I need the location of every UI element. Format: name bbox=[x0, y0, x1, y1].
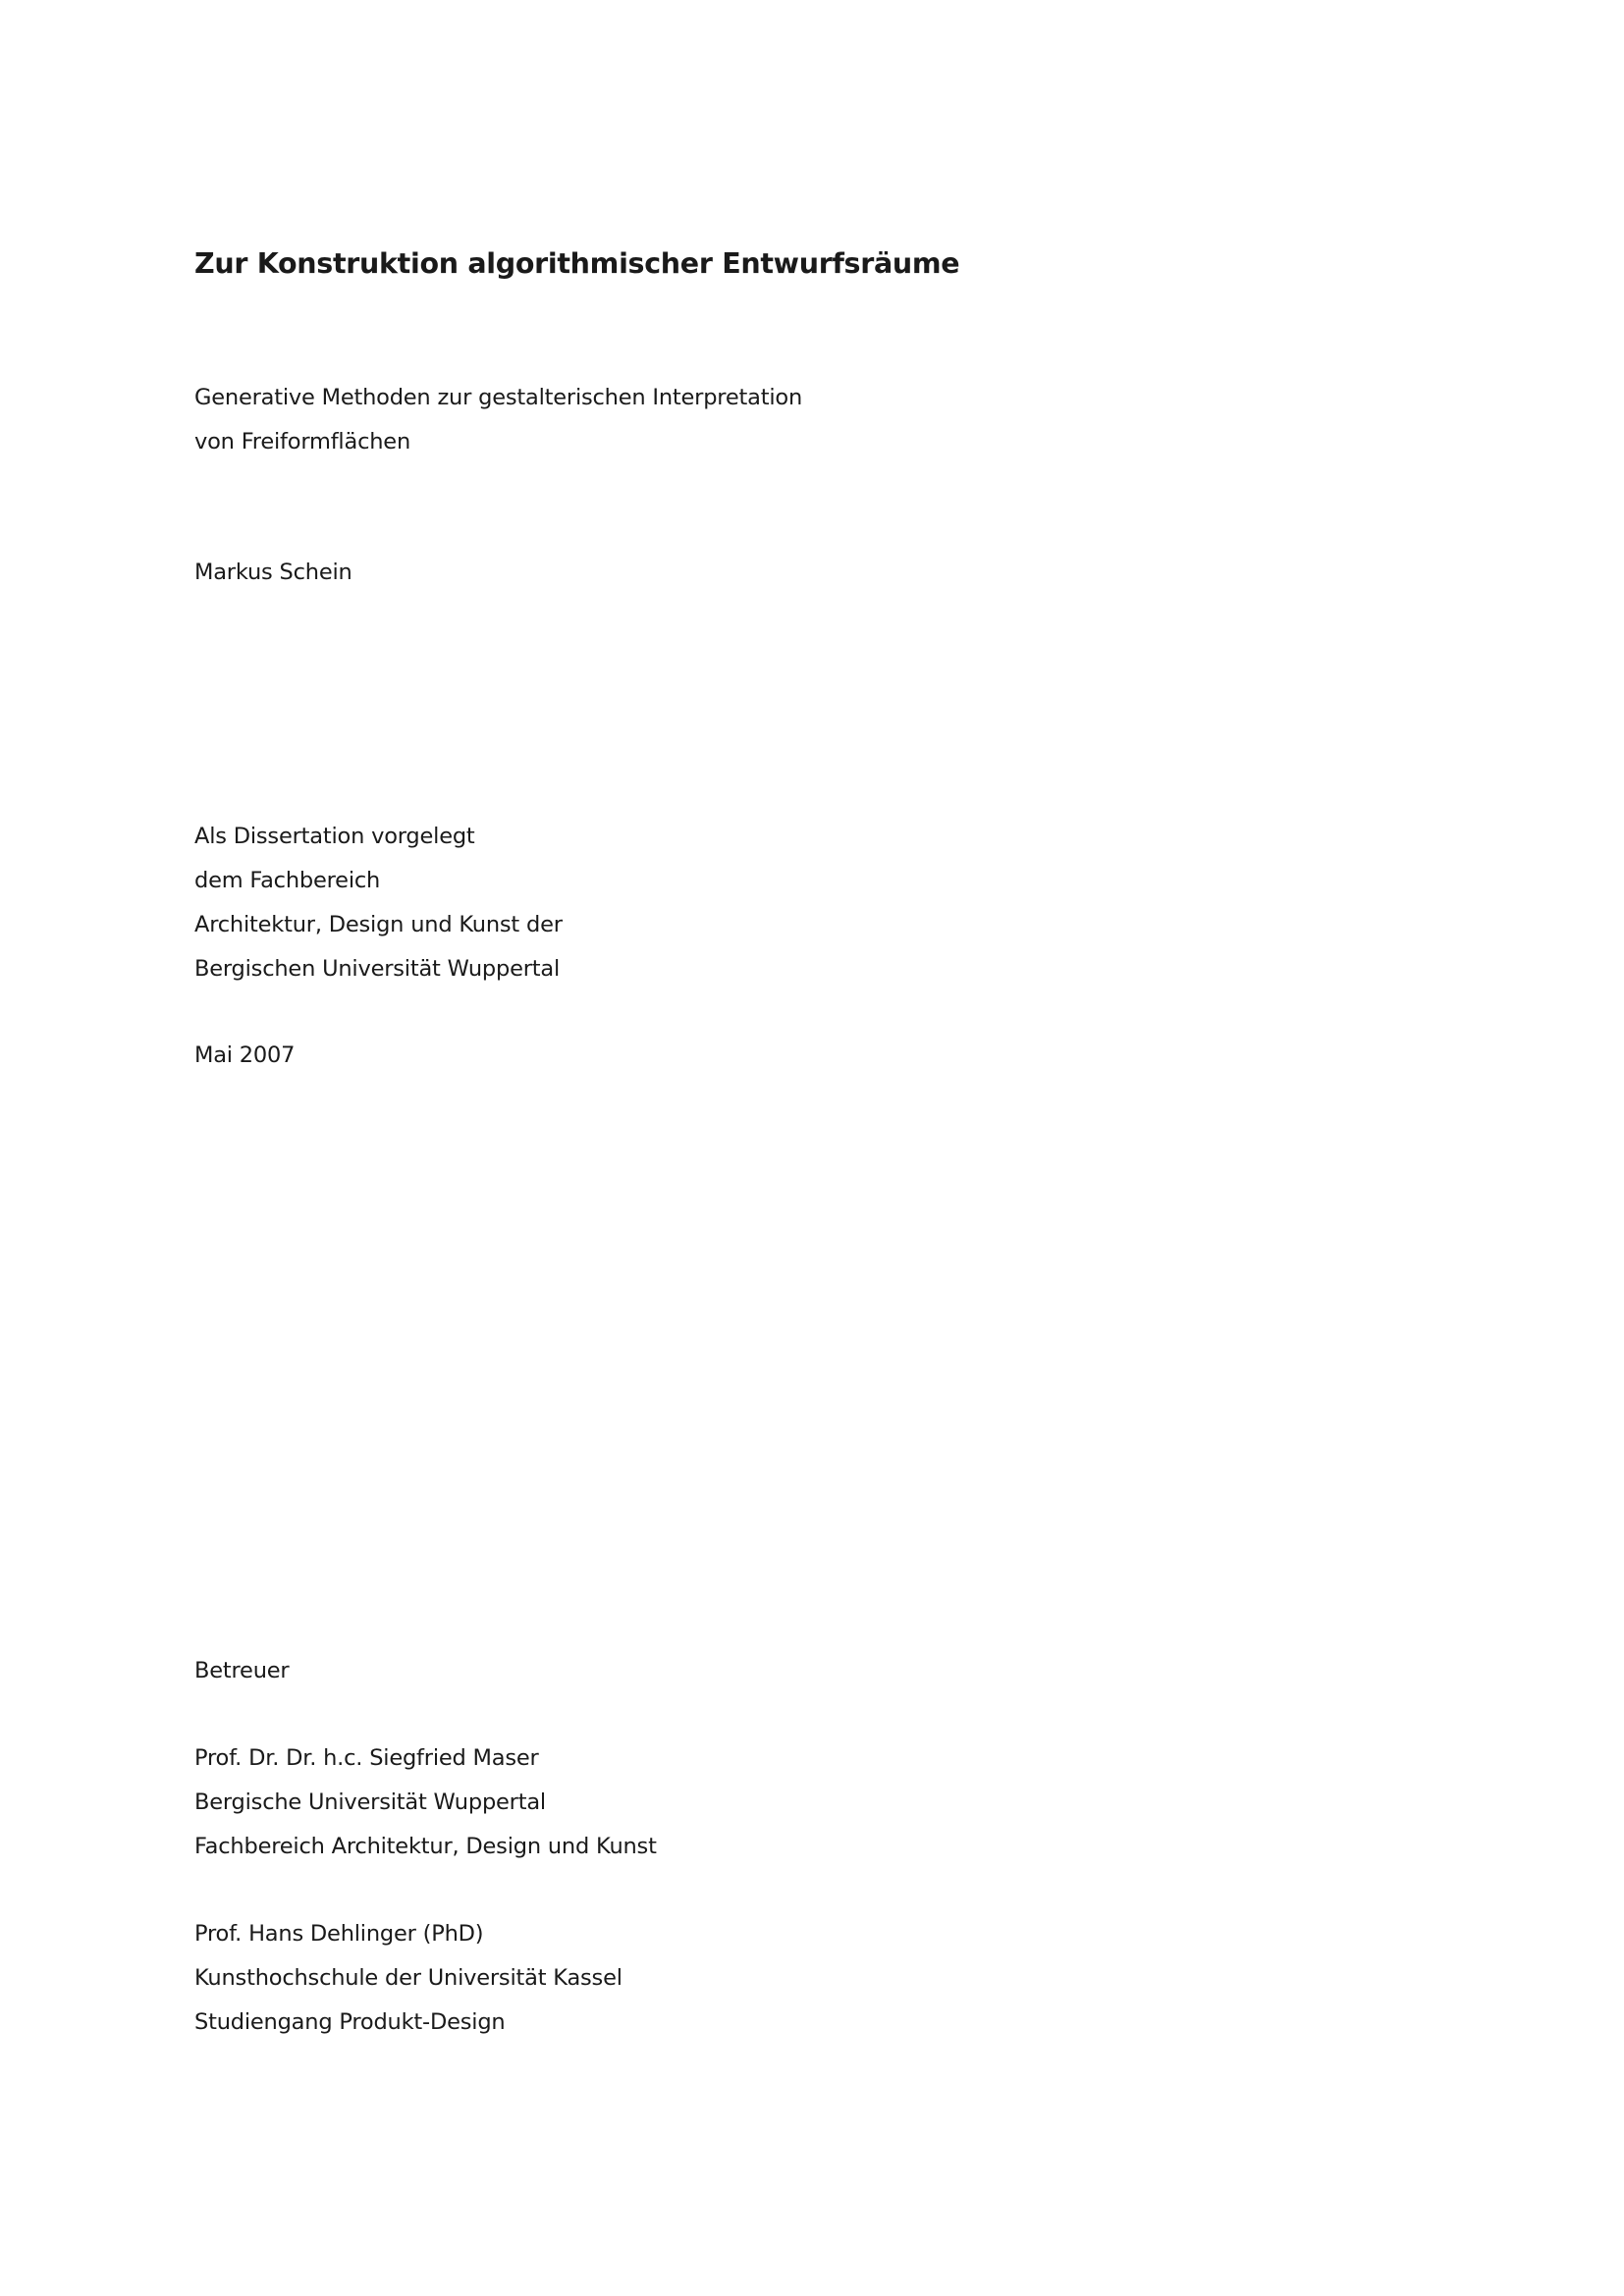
subtitle-line: Generative Methoden zur gestalterischen Interpretation bbox=[194, 385, 803, 410]
submission-line: Architektur, Design und Kunst der bbox=[194, 912, 563, 937]
advisor-department: Studiengang Produkt-Design bbox=[194, 2009, 506, 2035]
document-subtitle bbox=[194, 376, 802, 464]
document-title: Zur Konstruktion algorithmischer Entwurfsräume bbox=[194, 247, 960, 280]
submission-date bbox=[194, 1034, 295, 1078]
author-line: Markus Schein bbox=[194, 560, 352, 585]
advisors-heading bbox=[194, 1649, 289, 1693]
advisor-institution: Bergische Universität Wuppertal bbox=[194, 1789, 546, 1815]
subtitle-line: von Freiformflächen bbox=[194, 429, 411, 454]
submission-line: dem Fachbereich bbox=[194, 868, 381, 893]
submission-line: Als Dissertation vorgelegt bbox=[194, 824, 475, 849]
advisor-institution: Kunsthochschule der Universität Kassel bbox=[194, 1965, 623, 1991]
advisor-name: Prof. Hans Dehlinger (PhD) bbox=[194, 1921, 484, 1947]
date-line: Mai 2007 bbox=[194, 1042, 296, 1068]
advisor-entry bbox=[194, 1736, 657, 1869]
advisor-entry bbox=[194, 1912, 623, 2045]
advisor-department: Fachbereich Architektur, Design und Kunst bbox=[194, 1834, 657, 1859]
submission-line: Bergischen Universität Wuppertal bbox=[194, 956, 561, 982]
advisor-name: Prof. Dr. Dr. h.c. Siegfried Maser bbox=[194, 1745, 539, 1771]
author-name bbox=[194, 551, 352, 595]
advisors-heading-line: Betreuer bbox=[194, 1658, 290, 1683]
submission-statement bbox=[194, 815, 563, 991]
